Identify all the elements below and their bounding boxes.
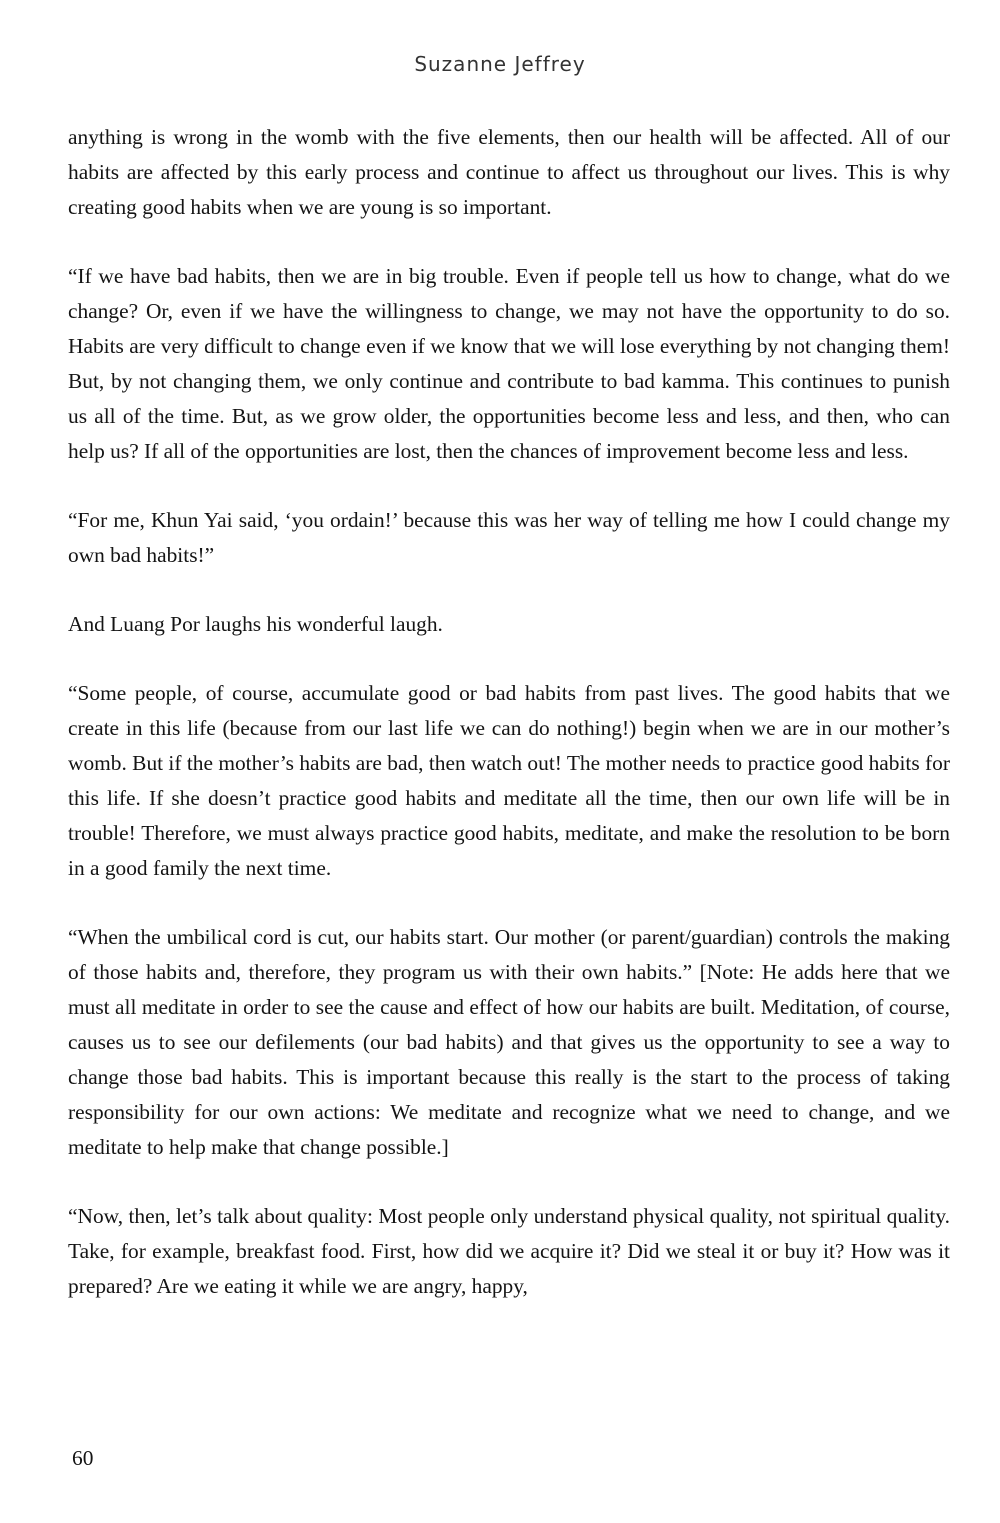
body-text (68, 120, 950, 1304)
paragraph: “Now, then, let’s talk about quality: Most people only understand physical quality, not spiritual quality. Take, for example, breakfast food. First, how did we acquire it? Did we steal it or buy it? How was it prepared? Are we eating it while we are angry, happy, (68, 1204, 950, 1298)
paragraph: “If we have bad habits, then we are in big trouble. Even if people tell us how to change, what do we change? Or, even if we have the willingness to change, we may not have the opportunity to do so. Habits are very difficult to change even if we know that we will lose everything by not changing them! But, by not changing them, we only continue and contribute to bad kamma. This continues to punish us all of the time. But, as we grow older, the opportunities become less and less, and then, who can help us? If all of the opportunities are lost, then the chances of improvement become less and less. (68, 264, 950, 463)
running-head-author: Suzanne Jeffrey (414, 52, 586, 76)
paragraph: “For me, Khun Yai said, ‘you ordain!’ because this was her way of telling me how I could change my own bad habits!” (68, 508, 950, 567)
paragraph: “Some people, of course, accumulate good or bad habits from past lives. The good habits that we create in this life (because from our last life we can do nothing!) begin when we are in our mother’s womb. But if the mother’s habits are bad, then watch out! The mother needs to practice good habits for this life. If she doesn’t practice good habits and meditate all the time, then our own life will be in trouble! Therefore, we must always practice good habits, meditate, and make the resolution to be born in a good family the next time. (68, 681, 950, 880)
paragraph: anything is wrong in the womb with the five elements, then our health will be affected. All of our habits are affected by this early process and continue to affect us throughout our lives. This is why creating good habits when we are young is so important. (68, 125, 950, 219)
paragraph: “When the umbilical cord is cut, our habits start. Our mother (or parent/guardian) controls the making of those habits and, therefore, they program us with their own habits.” [Note: He adds here that we must all meditate in order to see the cause and effect of how our habits are built. Meditation, of course, causes us to see our defilements (our bad habits) and that gives us the opportunity to see a way to change those bad habits. This is important because this really is the start to the process of taking responsibility for our own actions: We meditate and recognize what we need to change, and we meditate to help make that change possible.] (68, 925, 950, 1159)
paragraph: And Luang Por laughs his wonderful laugh. (68, 612, 443, 636)
page-number: 60 (72, 1446, 94, 1470)
